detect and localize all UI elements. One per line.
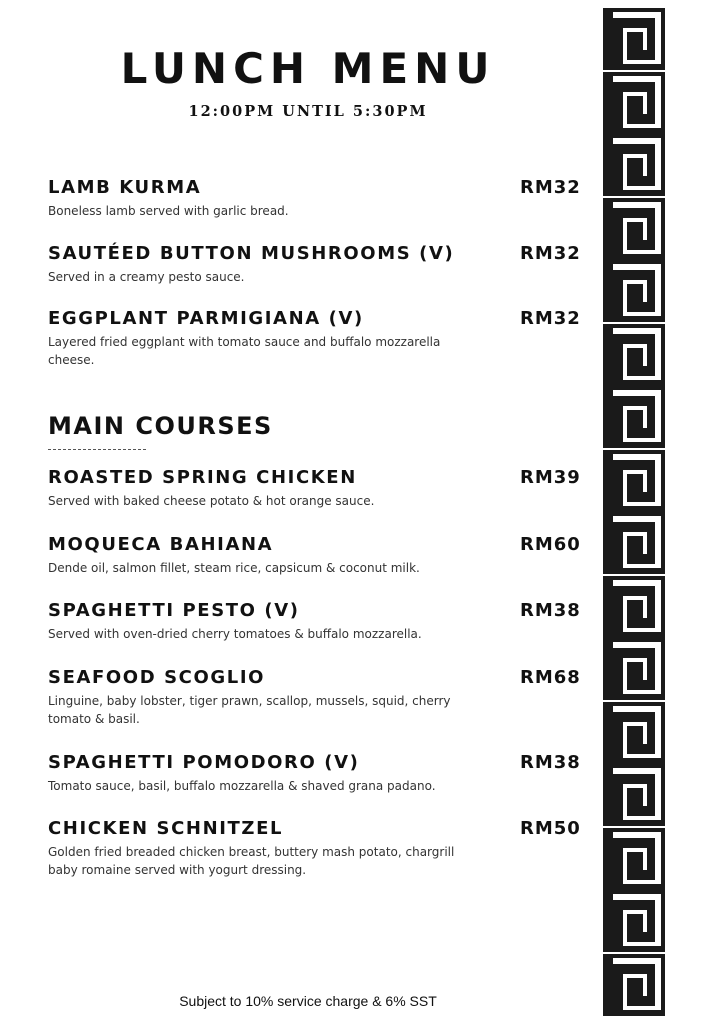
item-price: RM38 [520,752,581,773]
item-description: Served with oven-dried cherry tomatoes & buffalo mozzarella. [48,627,422,641]
item-name: SPAGHETTI PESTO (V) [48,600,300,621]
item-description: Layered fried eggplant with tomato sauce and buffalo mozzarella cheese. [48,335,441,367]
item-price: RM60 [520,534,581,555]
menu-title: LUNCH MENU [120,44,496,93]
item-name: ROASTED SPRING CHICKEN [48,467,357,488]
section-title: MAIN COURSES [48,412,273,440]
item-price: RM50 [520,818,581,839]
item-name: SEAFOOD SCOGLIO [48,667,266,688]
item-name: CHICKEN SCHNITZEL [48,818,284,839]
menu-item [48,752,588,795]
item-price: RM32 [520,308,581,329]
menu-item [48,467,588,510]
item-description: Linguine, baby lobster, tiger prawn, scallop, mussels, squid, cherry tomato & basil. [48,694,451,726]
item-description: Tomato sauce, basil, buffalo mozzarella & shaved grana padano. [48,779,436,793]
item-price: RM39 [520,467,581,488]
menu-hours: 12:00PM UNTIL 5:30PM [188,103,428,120]
menu-item [48,818,588,879]
item-price: RM68 [520,667,581,688]
item-name: SPAGHETTI POMODORO (V) [48,752,360,773]
section-divider [48,449,146,450]
menu-item [48,308,588,369]
item-name: LAMB KURMA [48,177,202,198]
item-name: SAUTÉED BUTTON MUSHROOMS (V) [48,243,455,264]
item-price: RM38 [520,600,581,621]
greek-key-pattern [603,8,665,1016]
menu-item [48,600,588,643]
menu-item [48,243,588,286]
menu-item [48,177,588,220]
item-name: EGGPLANT PARMIGIANA (V) [48,308,364,329]
item-description: Served with baked cheese potato & hot orange sauce. [48,494,375,508]
menu-item [48,534,588,577]
service-charge-note: Subject to 10% service charge & 6% SST [179,993,437,1009]
item-description: Boneless lamb served with garlic bread. [48,204,289,218]
item-name: MOQUECA BAHIANA [48,534,274,555]
item-price: RM32 [520,243,581,264]
item-price: RM32 [520,177,581,198]
item-description: Served in a creamy pesto sauce. [48,270,245,284]
item-description: Golden fried breaded chicken breast, buttery mash potato, chargrill baby romaine served with yogurt dressing. [48,845,455,877]
greek-key-border [602,8,666,1016]
item-description: Dende oil, salmon fillet, steam rice, capsicum & coconut milk. [48,561,420,575]
menu-item [48,667,588,728]
